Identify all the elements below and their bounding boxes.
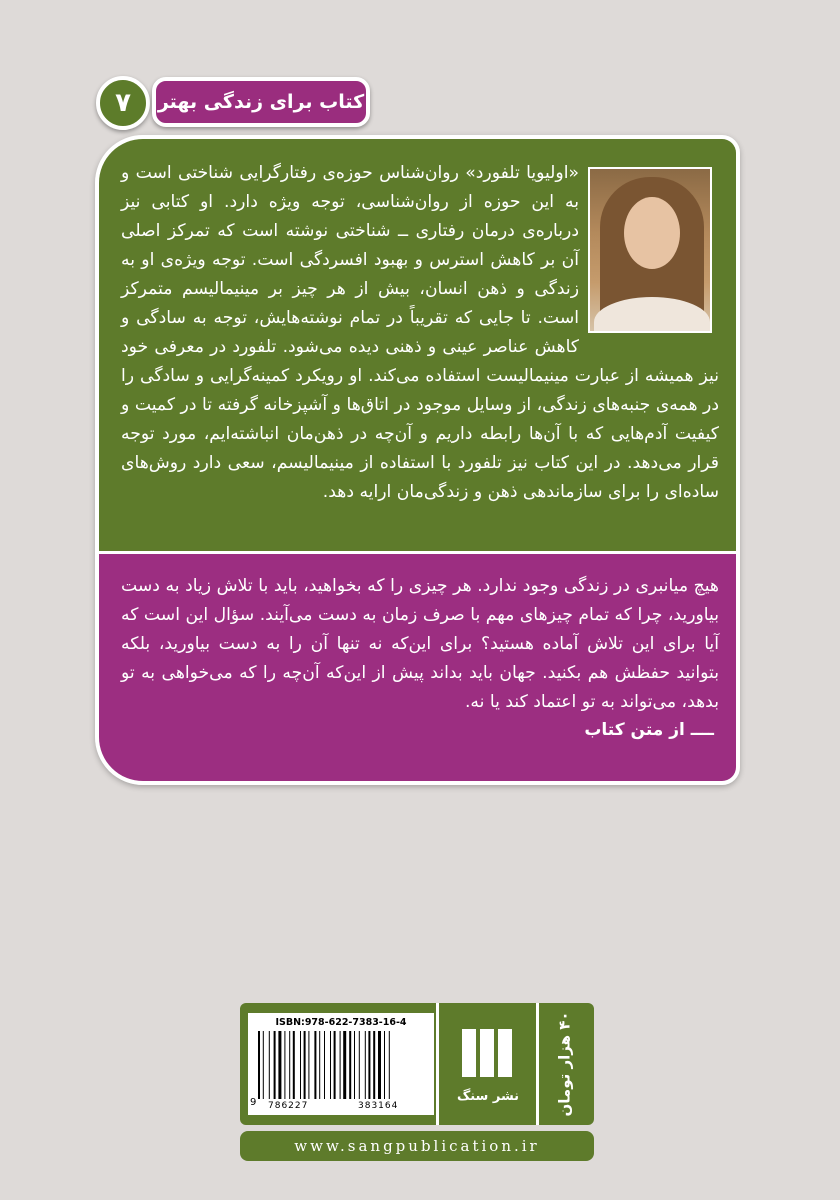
volume-number-badge (96, 76, 150, 130)
series-title: کتاب برای زندگی بهتر (157, 91, 365, 113)
publisher-info-box (240, 1003, 594, 1125)
volume-number: ۷ (115, 88, 131, 118)
book-excerpt-panel (99, 551, 736, 785)
books-icon (458, 1027, 518, 1079)
isbn-barcode (248, 1013, 434, 1115)
publisher-name: نشر سنگ (456, 1089, 520, 1104)
website-url[interactable]: www.sangpublication.ir (240, 1131, 594, 1161)
barcode-bars (258, 1031, 426, 1099)
barcode-group-right: 383164 (358, 1101, 399, 1111)
back-cover-card (95, 135, 740, 785)
barcode-digit-first: 9 (250, 1097, 257, 1108)
price-label: ۴۰ هزار تومان (556, 1011, 574, 1117)
price-box (540, 1011, 590, 1117)
author-bio (121, 159, 719, 507)
author-bio-text: «اولیویا تلفورد» روان‌شناس حوزه‌ی رفتارگرایی شناختی است و به این حوزه از روان‌شناسی، توجه ویژه دارد. او کتابی نیز درباره‌ی درمان رفتاری ــ شناختی نوشته است که تمرکز اصلی آن بر کاهش استرس و بهبود افسردگی است. توجه ویژه‌ی او به زندگی و ذهن انسان، بیش از هر چیز بر مینیمالیسم متمرکز است. تا جایی که تقریباً در تمام نوشته‌هایش، توجه به سادگی و کاهش عناصر عینی و ذهنی دیده می‌شود. تلفورد در معرفی خود نیز همیشه از عبارت مینیمالیست استفاده می‌کند. او رویکرد کمینه‌گرایی و سادگی را در همه‌ی جنبه‌های زندگی، از وسایل موجود در اتاق‌ها و آشپزخانه گرفته تا در کمیت و کیفیت آدم‌هایی که با آن‌ها رابطه داریم و آن‌چه در ذهن‌مان انباشته‌ایم، مورد توجه قرار می‌دهد. در این کتاب نیز تلفورد با استفاده از مینیمالیسم، سعی دارد روش‌های ساده‌ای را برای سازماندهی ذهن و زندگی‌مان ارایه دهد. (121, 163, 719, 502)
divider (436, 1003, 439, 1125)
book-excerpt-text: هیچ میانبری در زندگی وجود ندارد. هر چیزی را که بخواهید، باید با تلاش زیاد به دست بیاورید، چرا که تمام چیزهای مهم با صرف زمان به دست می‌آیند. سؤال این است که آیا برای این تلاش آماده هستید؟ برای این‌که نه تنها آن را به دست بیاورید، بلکه بتوانید حفظش هم بکنید. جهان باید بداند پیش از این‌که آن‌چه را که می‌خواهی به تو بدهد، می‌تواند به تو اعتماد کند یا نه. (121, 576, 719, 712)
isbn-label: ISBN:978-622-7383-16-4 (275, 1017, 407, 1028)
excerpt-attribution: ــــ از متن کتاب (584, 720, 714, 740)
author-bio-panel (99, 139, 736, 551)
series-title-badge (152, 77, 370, 127)
divider (536, 1003, 539, 1125)
barcode-group-left: 786227 (268, 1101, 309, 1111)
